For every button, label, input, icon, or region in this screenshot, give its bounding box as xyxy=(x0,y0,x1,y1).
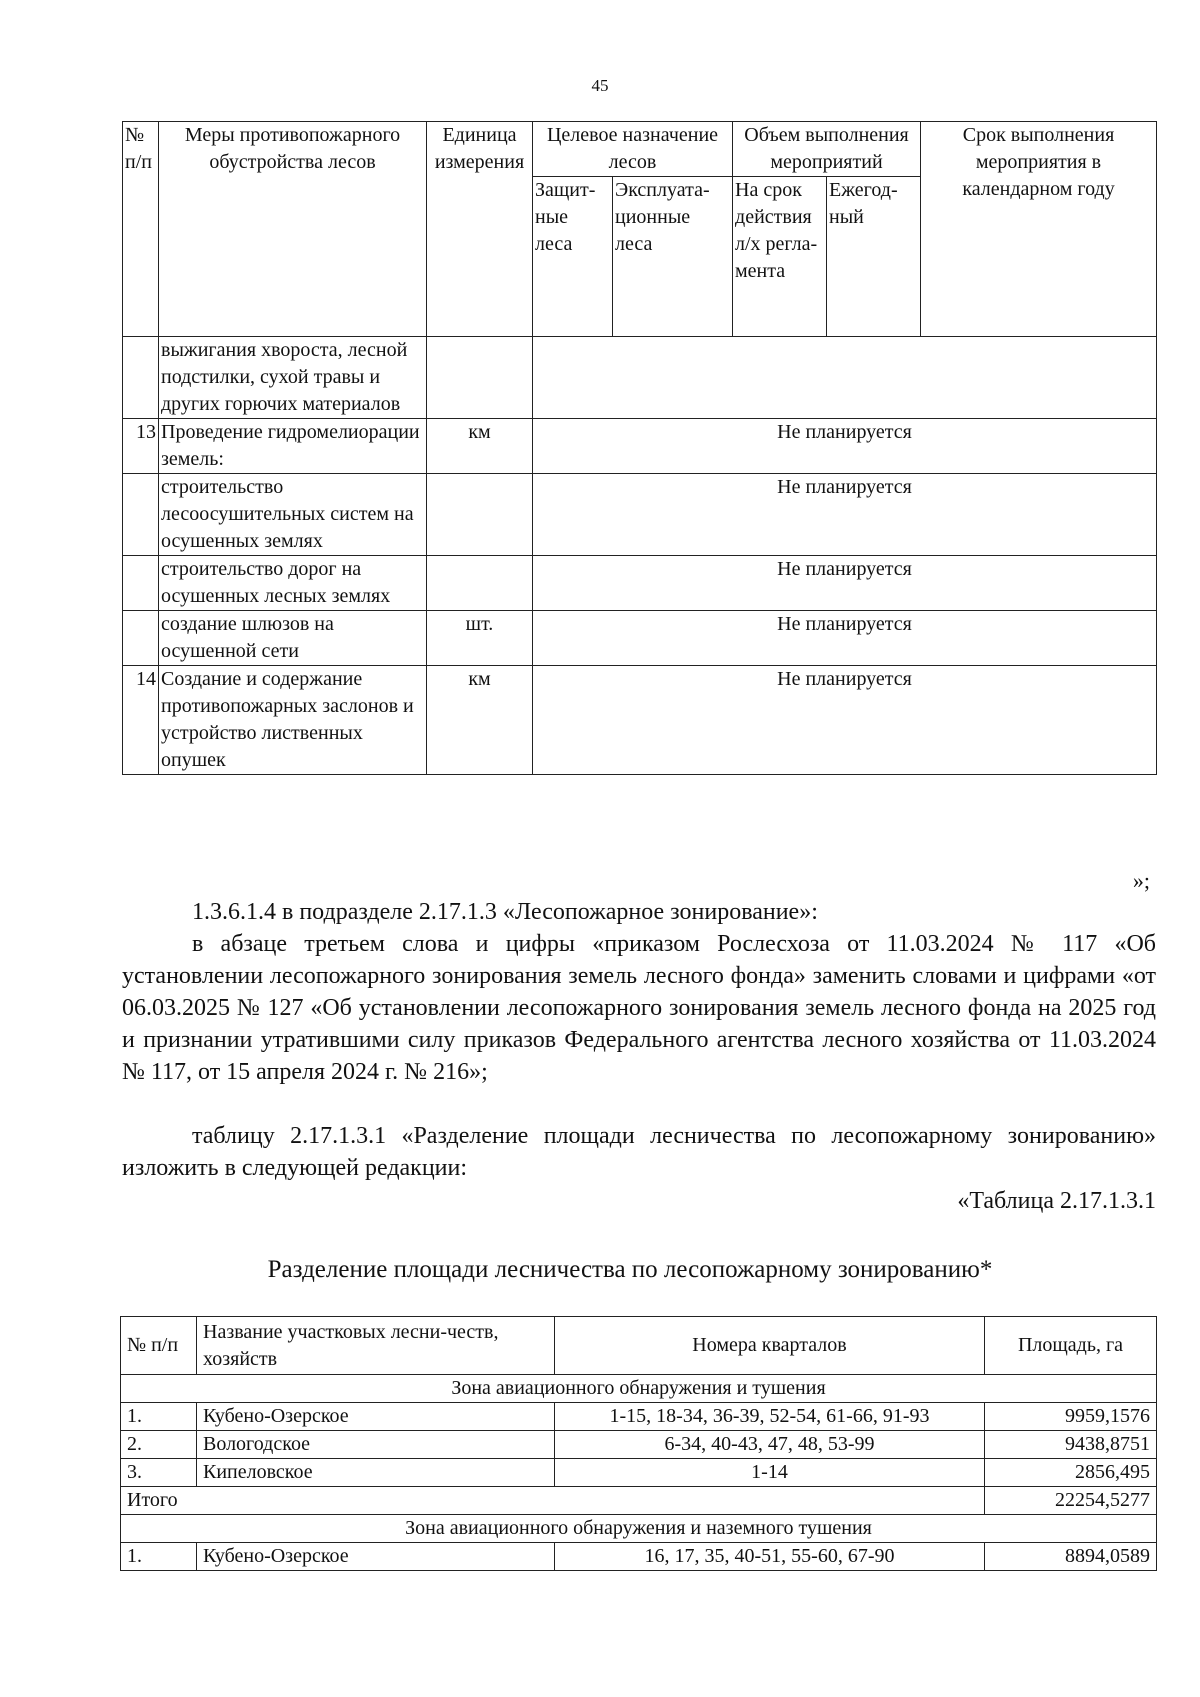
row-num xyxy=(123,556,159,611)
row-quarters: 16, 17, 35, 40-51, 55-60, 67-90 xyxy=(555,1543,985,1571)
row-value: Не планируется xyxy=(533,556,1157,611)
page-number: 45 xyxy=(591,76,609,95)
row-unit xyxy=(427,556,533,611)
row-num: 14 xyxy=(123,666,159,775)
table-row xyxy=(123,556,1157,611)
table-row xyxy=(123,419,1157,474)
header-annual: Ежегод-ный xyxy=(827,177,921,337)
zone-row xyxy=(121,1375,1157,1403)
row-measure: создание шлюзов на осушенной сети xyxy=(159,611,427,666)
row-measure: строительство дорог на осушенных лесных землях xyxy=(159,556,427,611)
table-row xyxy=(123,611,1157,666)
row-measure: Создание и содержание противопожарных заслонов и устройство лиственных опушек xyxy=(159,666,427,775)
row-quarters: 6-34, 40-43, 47, 48, 53-99 xyxy=(555,1431,985,1459)
header-deadline: Срок выполнения мероприятия в календарном году xyxy=(921,122,1157,337)
header-row xyxy=(121,1317,1157,1375)
table-row xyxy=(121,1403,1157,1431)
table-title: Разделение площади лесничества по лесопожарному зонированию* xyxy=(267,1256,993,1283)
row-measure: строительство лесоосушительных систем на осушенных землях xyxy=(159,474,427,556)
header-unit: Единица измерения xyxy=(427,122,533,337)
header-num: № п/п xyxy=(123,122,159,337)
row-value: Не планируется xyxy=(533,419,1157,474)
row-num: 13 xyxy=(123,419,159,474)
row-num: 1. xyxy=(121,1403,197,1431)
row-unit: км xyxy=(427,666,533,775)
row-num: 1. xyxy=(121,1543,197,1571)
row-num: 2. xyxy=(121,1431,197,1459)
row-num: 3. xyxy=(121,1459,197,1487)
paragraph-3: таблицу 2.17.1.3.1 «Разделение площади лесничества по лесопожарному зонированию» изложить в следующей редакции: xyxy=(122,1123,1156,1181)
fire-measures-table xyxy=(122,121,1157,775)
table-row xyxy=(121,1543,1157,1571)
row-quarters: 1-15, 18-34, 36-39, 52-54, 61-66, 91-93 xyxy=(555,1403,985,1431)
header-term: На срок действия л/х регла-мента xyxy=(733,177,827,337)
table-row xyxy=(121,1459,1157,1487)
row-unit: км xyxy=(427,419,533,474)
row-area: 9959,1576 xyxy=(985,1403,1157,1431)
row-name: Кубено-Озерское xyxy=(197,1543,555,1571)
row-area: 8894,0589 xyxy=(985,1543,1157,1571)
row-num xyxy=(123,474,159,556)
header-quarters: Номера кварталов xyxy=(555,1317,985,1375)
header-exploitation: Эксплуата-ционные леса xyxy=(613,177,733,337)
header-num: № п/п xyxy=(121,1317,197,1375)
row-quarters: 1-14 xyxy=(555,1459,985,1487)
row-measure: выжигания хвороста, лесной подстилки, сухой травы и других горючих материалов xyxy=(159,337,427,419)
row-unit xyxy=(427,474,533,556)
header-purpose: Целевое назначение лесов xyxy=(533,122,733,177)
row-unit: шт. xyxy=(427,611,533,666)
zone-1-title: Зона авиационного обнаружения и тушения xyxy=(121,1375,1157,1403)
row-area: 2856,495 xyxy=(985,1459,1157,1487)
table-row xyxy=(123,666,1157,775)
total-row xyxy=(121,1487,1157,1515)
row-num xyxy=(123,337,159,419)
zoning-table xyxy=(120,1316,1157,1571)
paragraph-1: 1.3.6.1.4 в подразделе 2.17.1.3 «Лесопожарное зонирование»: xyxy=(192,899,818,925)
row-name: Вологодское xyxy=(197,1431,555,1459)
header-protective: Защит-ные леса xyxy=(533,177,613,337)
header-row-1 xyxy=(123,122,1157,177)
table-label: «Таблица 2.17.1.3.1 xyxy=(957,1188,1156,1214)
zone-row xyxy=(121,1515,1157,1543)
header-area: Площадь, га xyxy=(985,1317,1157,1375)
row-value: Не планируется xyxy=(533,611,1157,666)
row-measure: Проведение гидромелиорации земель: xyxy=(159,419,427,474)
row-area: 9438,8751 xyxy=(985,1431,1157,1459)
header-volume: Объем выполнения мероприятий xyxy=(733,122,921,177)
row-value xyxy=(533,337,1157,419)
row-num xyxy=(123,611,159,666)
closing-quote: »; xyxy=(1132,868,1150,893)
header-name: Название участковых лесни-честв, хозяйств xyxy=(197,1317,555,1375)
row-name: Кипеловское xyxy=(197,1459,555,1487)
row-unit xyxy=(427,337,533,419)
row-value: Не планируется xyxy=(533,666,1157,775)
header-measures: Меры противопожарного обустройства лесов xyxy=(159,122,427,337)
table-row xyxy=(123,474,1157,556)
row-name: Кубено-Озерское xyxy=(197,1403,555,1431)
table-row xyxy=(121,1431,1157,1459)
total-label: Итого xyxy=(121,1487,985,1515)
total-value: 22254,5277 xyxy=(985,1487,1157,1515)
paragraph-2: в абзаце третьем слова и цифры «приказом Рослесхоза от 11.03.2024 № 117 «Об установлении лесопожарного зонирования земель лесного фонда» заменить словами и цифрами «от 06.03.2025 № 127 «Об установлении лесопожарного зонирования земель лесного фонда на 2025 год и признании утратившими силу приказов Федерального агентства лесного хозяйства от 11.03.2024 № 117, от 15 апреля 2024 г. № 216»; xyxy=(122,931,1156,1085)
zone-2-title: Зона авиационного обнаружения и наземного тушения xyxy=(121,1515,1157,1543)
row-value: Не планируется xyxy=(533,474,1157,556)
table-row xyxy=(123,337,1157,419)
